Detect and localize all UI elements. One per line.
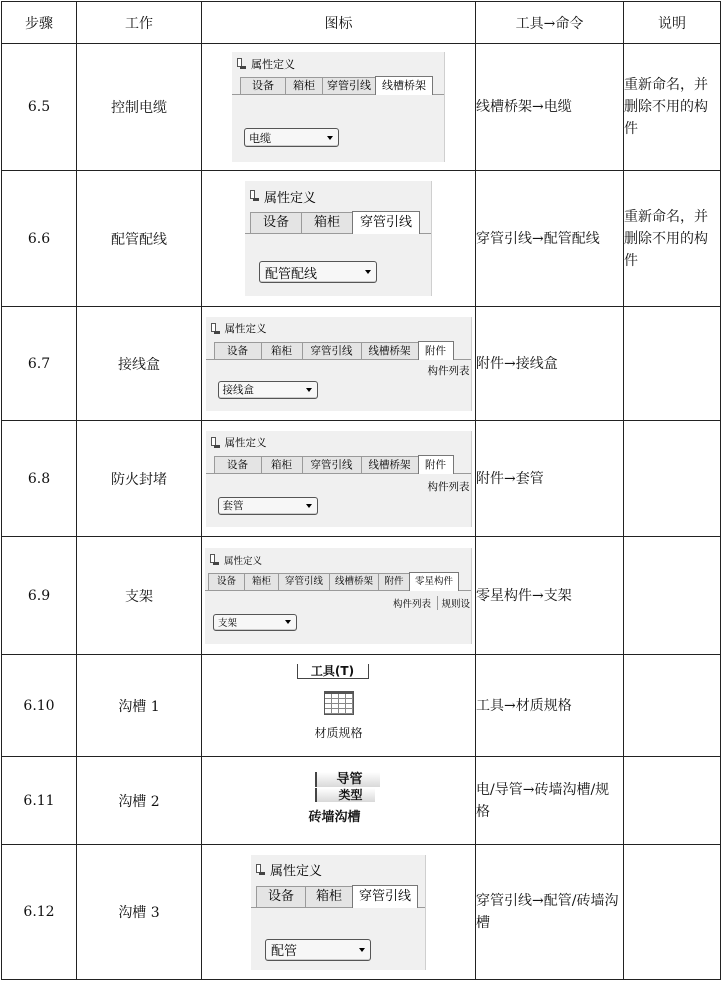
panel-body [206, 360, 471, 412]
header-icon: 图标 [202, 2, 476, 44]
tab-accessory[interactable]: 附件 [418, 341, 454, 360]
work-name: 支架 [77, 537, 202, 655]
property-definition-icon [209, 554, 220, 566]
work-name: 接线盒 [77, 307, 202, 421]
property-panel [206, 431, 472, 527]
panel-body [251, 908, 425, 970]
tab-cabinet[interactable]: 箱柜 [261, 342, 303, 359]
property-panel [232, 52, 445, 162]
panel-tabs [205, 572, 471, 591]
work-name: 沟槽 1 [77, 655, 202, 757]
tab-cable-tray[interactable]: 线槽桥架 [329, 573, 379, 590]
property-definition-icon [210, 323, 221, 335]
step-number: 6.9 [2, 537, 77, 655]
tool-command: 穿管引线→配管配线 [476, 171, 624, 307]
icon-cell [202, 421, 476, 537]
property-definition-icon [236, 58, 247, 70]
panel-tabs [206, 455, 471, 474]
property-definition-icon [255, 864, 266, 876]
trench-menu [279, 764, 399, 834]
brick-wall-trench-label[interactable]: 砖墙沟槽 [308, 809, 361, 825]
panel-title: 属性定义 [206, 317, 471, 341]
tab-conduit-wire[interactable]: 穿管引线 [322, 77, 376, 94]
chevron-down-icon [306, 504, 312, 508]
tab-accessory[interactable]: 附件 [378, 573, 410, 590]
table-row [2, 171, 721, 307]
tab-equipment[interactable]: 设备 [240, 77, 286, 94]
icon-cell [202, 537, 476, 655]
panel-title: 属性定义 [245, 181, 431, 211]
note-text [624, 845, 721, 980]
table-row [2, 421, 721, 537]
note-text: 重新命名，并删除不用的构件 [624, 44, 721, 171]
header-step: 步骤 [2, 2, 77, 44]
panel-tabs [245, 211, 431, 234]
note-text [624, 757, 721, 845]
tab-equipment[interactable]: 设备 [250, 212, 302, 233]
work-name: 配管配线 [77, 171, 202, 307]
tab-equipment[interactable]: 设备 [214, 342, 262, 359]
material-spec-tool[interactable] [279, 664, 399, 744]
tool-command: 线槽桥架→电缆 [476, 44, 624, 171]
panel-title: 属性定义 [205, 548, 471, 572]
tab-conduit-wire[interactable]: 穿管引线 [352, 885, 418, 908]
chevron-down-icon [327, 136, 333, 140]
tool-command: 穿管引线→配管/砖墙沟槽 [476, 845, 624, 980]
table-grid-icon [324, 691, 354, 715]
panel-title: 属性定义 [206, 431, 471, 455]
icon-cell [202, 307, 476, 421]
panel-tabs [232, 76, 444, 95]
component-type-select[interactable]: 支架 [213, 614, 297, 631]
note-text [624, 307, 721, 421]
tool-command: 附件→套管 [476, 421, 624, 537]
tab-cable-tray[interactable]: 线槽桥架 [375, 76, 433, 95]
step-number: 6.8 [2, 421, 77, 537]
tools-menu[interactable]: 工具(T) [297, 664, 369, 679]
property-definition-icon [249, 190, 260, 202]
table-row [2, 757, 721, 845]
step-number: 6.7 [2, 307, 77, 421]
component-list-label: 构件列表 [427, 480, 470, 493]
icon-cell [202, 44, 476, 171]
component-type-select[interactable]: 电缆 [244, 128, 339, 147]
note-text [624, 655, 721, 757]
work-name: 防火封堵 [77, 421, 202, 537]
tab-conduit-wire[interactable]: 穿管引线 [352, 211, 420, 234]
property-panel [245, 181, 432, 296]
type-menu-item[interactable]: 类型 [315, 788, 375, 802]
tab-cabinet[interactable]: 箱柜 [261, 456, 303, 473]
icon-cell [202, 655, 476, 757]
tab-cabinet[interactable]: 箱柜 [305, 886, 353, 907]
tool-command: 电/导管→砖墙沟槽/规格 [476, 757, 624, 845]
step-number: 6.12 [2, 845, 77, 980]
component-type-select[interactable]: 接线盒 [218, 381, 318, 399]
icon-cell [202, 757, 476, 845]
component-type-select[interactable]: 配管配线 [259, 261, 377, 283]
panel-body [245, 234, 431, 296]
panel-body [232, 95, 444, 161]
step-number: 6.11 [2, 757, 77, 845]
tab-misc-component[interactable]: 零星构件 [409, 572, 459, 591]
component-type-select[interactable]: 套管 [218, 497, 318, 515]
tab-cable-tray[interactable]: 线槽桥架 [361, 456, 419, 473]
step-number: 6.6 [2, 171, 77, 307]
panel-body [205, 591, 471, 645]
tab-equipment[interactable]: 设备 [208, 573, 245, 590]
header-row [2, 2, 721, 44]
tab-equipment[interactable]: 设备 [214, 456, 262, 473]
steps-table [1, 1, 721, 980]
chevron-down-icon [365, 270, 371, 274]
property-panel [205, 548, 472, 644]
component-type-select[interactable]: 配管 [265, 939, 371, 961]
property-definition-icon [210, 437, 221, 449]
rule-settings-label: 规则设 [437, 596, 470, 610]
work-name: 沟槽 2 [77, 757, 202, 845]
chevron-down-icon [285, 620, 291, 624]
tab-cabinet[interactable]: 箱柜 [244, 573, 279, 590]
tab-conduit-wire[interactable]: 穿管引线 [302, 342, 362, 359]
component-list-label: 构件列表 [427, 364, 470, 377]
header-work: 工作 [77, 2, 202, 44]
panel-tabs [251, 885, 425, 908]
chevron-down-icon [306, 388, 312, 392]
tab-equipment[interactable]: 设备 [256, 886, 306, 907]
panel-title: 属性定义 [232, 52, 444, 76]
note-text [624, 421, 721, 537]
material-spec-label: 材质规格 [314, 725, 363, 740]
component-list-label: 构件列表 [392, 598, 431, 610]
work-name: 沟槽 3 [77, 845, 202, 980]
note-text: 重新命名，并删除不用的构件 [624, 171, 721, 307]
tool-command: 附件→接线盒 [476, 307, 624, 421]
step-number: 6.5 [2, 44, 77, 171]
property-panel [206, 317, 472, 411]
tab-conduit-wire[interactable]: 穿管引线 [278, 573, 330, 590]
conduit-menu-item[interactable]: 导管 [315, 772, 380, 787]
panel-tabs [206, 341, 471, 360]
note-text [624, 537, 721, 655]
table-row [2, 845, 721, 980]
tab-cabinet[interactable]: 箱柜 [301, 212, 353, 233]
property-panel [251, 855, 426, 970]
step-number: 6.10 [2, 655, 77, 757]
tool-command: 工具→材质规格 [476, 655, 624, 757]
icon-cell [202, 171, 476, 307]
icon-cell [202, 845, 476, 980]
tab-cable-tray[interactable]: 线槽桥架 [361, 342, 419, 359]
header-command: 工具→命令 [476, 2, 624, 44]
table-row [2, 655, 721, 757]
tool-command: 零星构件→支架 [476, 537, 624, 655]
work-name: 控制电缆 [77, 44, 202, 171]
table-row [2, 307, 721, 421]
panel-title: 属性定义 [251, 855, 425, 885]
tab-conduit-wire[interactable]: 穿管引线 [302, 456, 362, 473]
header-note: 说明 [624, 2, 721, 44]
chevron-down-icon [359, 948, 365, 952]
table-row [2, 44, 721, 171]
tab-cabinet[interactable]: 箱柜 [285, 77, 323, 94]
table-row [2, 537, 721, 655]
tab-accessory[interactable]: 附件 [418, 455, 454, 474]
panel-body [206, 474, 471, 528]
